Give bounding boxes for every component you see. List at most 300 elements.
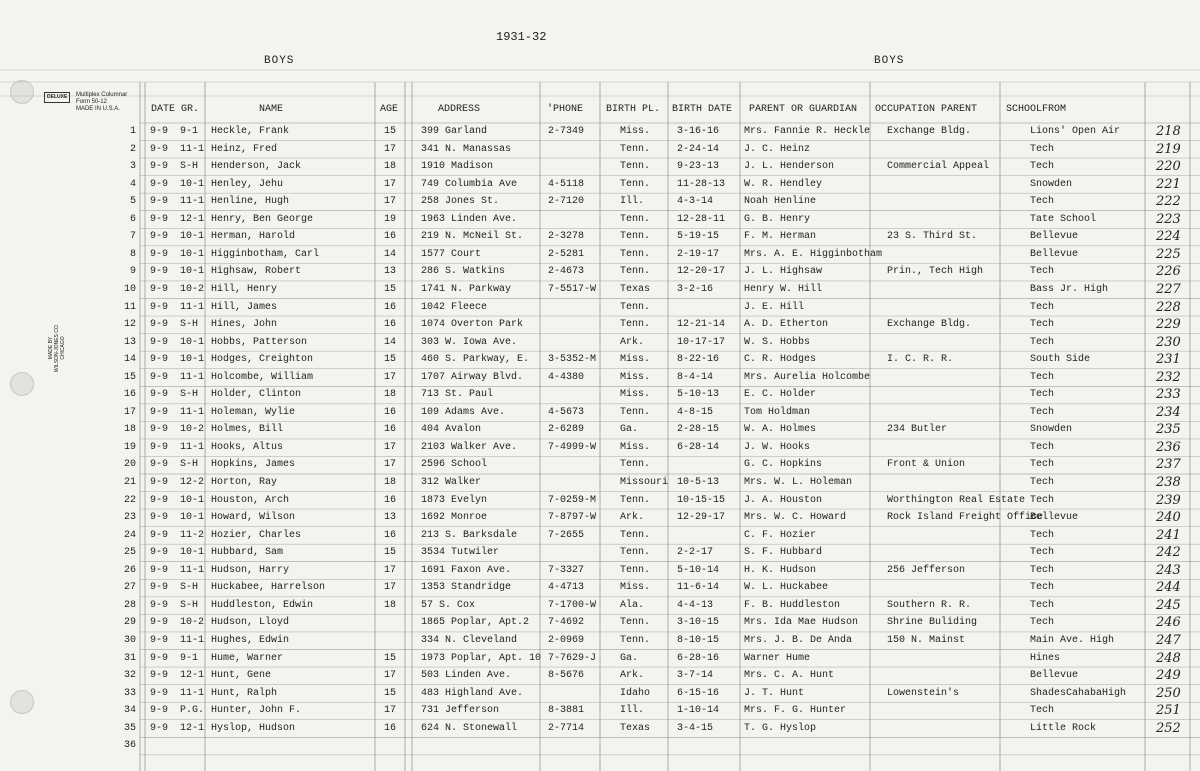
student-name: Henderson, Jack [211,161,302,173]
register-number: 219 [1156,141,1181,157]
student-name: Hines, John [211,319,278,331]
previous-school: Bellevue [1030,512,1079,524]
entry-date: 9-9 [150,512,169,524]
table-row [0,456,1200,474]
parent-guardian: W. R. Hendley [744,178,823,190]
phone: 7-1700-W [548,599,597,611]
table-row [0,492,1200,510]
column-header-date-gr: DATE GR. [151,104,200,115]
age: 19 [384,213,397,225]
table-row [0,334,1200,352]
grade: 10-2 [180,617,205,629]
grade: 10-1 [180,336,205,348]
student-name: Henline, Hugh [211,196,290,208]
table-row [0,614,1200,632]
entry-date: 9-9 [150,687,169,699]
phone: 4-5673 [548,406,585,418]
age: 17 [384,670,397,682]
grade: 10-2 [180,283,205,295]
birth-date: 8-22-16 [677,354,720,366]
register-number: 229 [1156,317,1181,333]
birth-place: Miss. [620,582,651,594]
row-number: 35 [123,722,136,734]
birth-place: Ark. [620,336,645,348]
parent-occupation: Rock Island Freight Office [887,512,1044,524]
previous-school: Tech [1030,143,1055,155]
previous-school: Tech [1030,494,1055,506]
address: 57 S. Cox [421,599,476,611]
age: 17 [384,459,397,471]
birth-place: Missouri [620,477,669,488]
address: 2103 Walker Ave. [421,441,518,453]
previous-school: Bellevue [1030,670,1079,682]
birth-date: 10-17-17 [677,336,726,348]
entry-date: 9-9 [150,178,169,190]
birth-place: Miss. [620,441,651,453]
entry-date: 9-9 [150,266,169,278]
register-number: 239 [1156,492,1181,508]
parent-guardian: W. A. Holmes [744,424,817,436]
student-name: Heckle, Frank [211,126,290,137]
row-number: 16 [123,389,136,401]
table-row [0,316,1200,334]
grade: 11-1 [180,441,205,453]
parent-guardian: W. S. Hobbs [744,336,811,348]
phone: 7-5517-W [548,283,597,295]
table-row [0,158,1200,176]
grade: 12-2 [180,477,205,488]
address: 258 Jones St. [421,196,500,208]
row-number: 13 [123,336,136,348]
column-header-birth-date: BIRTH DATE [672,104,733,115]
birth-place: Tenn. [620,178,651,190]
birth-date: 2-19-17 [677,248,720,260]
maker-line: CHICAGO [60,336,66,360]
parent-guardian: Mrs. W. L. Holeman [744,477,853,488]
age: 16 [384,722,397,734]
parent-guardian: C. R. Hodges [744,354,817,366]
grade: 11-1 [180,406,205,418]
table-row [0,597,1200,615]
entry-date: 9-9 [150,231,169,243]
left-page-title: BOYS [264,55,295,67]
address: 109 Adams Ave. [421,406,506,418]
parent-occupation: 256 Jefferson [887,564,966,576]
parent-guardian: Mrs. A. E. Higginbotham [744,248,883,260]
age: 16 [384,529,397,541]
address: 341 N. Manassas [421,143,512,155]
register-number: 248 [1156,650,1181,666]
phone: 2-7120 [548,196,585,208]
address: 460 S. Parkway, E. [421,354,530,366]
address: 1074 Overton Park [421,319,524,331]
phone: 3-5352-M [548,354,597,366]
age: 17 [384,441,397,453]
register-number: 240 [1156,510,1181,526]
row-number: 22 [123,494,136,506]
table-row [0,474,1200,492]
entry-date: 9-9 [150,670,169,682]
table-row [0,632,1200,650]
grade: 12-1 [180,213,205,225]
parent-guardian: Mrs. F. G. Hunter [744,705,847,717]
column-header-birth-place: BIRTH PL. [606,104,661,115]
register-number: 230 [1156,334,1181,350]
student-name: Hill, Henry [211,283,278,295]
phone: 2-3278 [548,231,585,243]
address: 213 S. Barksdale [421,529,518,541]
age: 14 [384,248,397,260]
parent-guardian: F. B. Huddleston [744,599,841,611]
row-number: 23 [123,512,136,524]
address: 1577 Court [421,248,482,260]
parent-occupation: Commercial Appeal [887,161,990,173]
previous-school: Snowden [1030,424,1073,436]
row-number: 29 [123,617,136,629]
address: 483 Highland Ave. [421,687,524,699]
birth-place: Ga. [620,424,639,436]
parent-occupation: Prin., Tech High [887,266,984,278]
register-number: 246 [1156,615,1181,631]
grade: P.G. [180,705,205,717]
maker-line: MADE BY [48,336,54,360]
phone: 8-3881 [548,705,585,717]
birth-date: 6-28-16 [677,652,720,664]
row-number: 2 [129,143,136,155]
address: 731 Jefferson [421,705,500,717]
previous-school: Tech [1030,617,1055,629]
register-number: 222 [1156,194,1181,210]
birth-date: 3-4-15 [677,722,714,734]
register-number: 233 [1156,387,1181,403]
column-header-parent: PARENT OR GUARDIAN [749,104,858,115]
row-number: 19 [123,441,136,453]
phone: 4-5118 [548,178,585,190]
birth-place: Ark. [620,670,645,682]
birth-place: Tenn. [620,494,651,506]
entry-date: 9-9 [150,424,169,436]
student-name: Huckabee, Harrelson [211,582,326,594]
address: 1707 Airway Blvd. [421,371,524,383]
form-label-line: Multiplex Columnar [75,92,128,98]
address: 1353 Standridge [421,582,512,594]
grade: 11-1 [180,196,205,208]
register-number: 251 [1156,703,1181,719]
phone: 7-4692 [548,617,585,629]
address: 1692 Monroe [421,512,488,524]
student-name: Hubbard, Sam [211,547,284,559]
birth-place: Tenn. [620,266,651,278]
age: 16 [384,301,397,313]
table-row [0,141,1200,159]
row-number: 31 [123,652,136,664]
previous-school: Bellevue [1030,231,1079,243]
birth-place: Tenn. [620,213,651,225]
parent-occupation: 234 Butler [887,424,948,436]
grade: S-H [180,582,199,594]
age: 15 [384,687,397,699]
birth-date: 4-3-14 [677,196,714,208]
student-name: Hobbs, Patterson [211,336,308,348]
student-name: Heinz, Fred [211,143,278,155]
birth-place: Tenn. [620,406,651,418]
student-name: Henley, Jehu [211,178,284,190]
student-name: Horton, Ray [211,477,278,488]
row-number: 27 [123,582,136,594]
birth-date: 6-28-14 [677,441,720,453]
entry-date: 9-9 [150,354,169,366]
parent-occupation: I. C. R. R. [887,354,954,366]
row-number: 6 [129,213,136,225]
grade: 10-1 [180,494,205,506]
table-row [0,228,1200,246]
entry-date: 9-9 [150,371,169,383]
parent-guardian: Warner Hume [744,652,811,664]
entry-date: 9-9 [150,196,169,208]
grade: S-H [180,319,199,331]
birth-date: 11-28-13 [677,178,726,190]
parent-occupation: 23 S. Third St. [887,231,978,243]
student-name: Hill, James [211,301,278,313]
row-number: 12 [123,319,136,331]
address: 303 W. Iowa Ave. [421,336,518,348]
address: 2596 School [421,459,488,471]
previous-school: Tate School [1030,213,1097,225]
parent-guardian: J. T. Hunt [744,687,805,699]
row-number: 36 [123,740,136,752]
parent-occupation: Worthington Real Estate [887,494,1026,506]
register-number: 236 [1156,439,1181,455]
entry-date: 9-9 [150,722,169,734]
entry-date: 9-9 [150,617,169,629]
previous-school: Little Rock [1030,722,1097,734]
birth-date: 12-20-17 [677,266,726,278]
student-name: Hozier, Charles [211,529,302,541]
address: 713 St. Paul [421,389,494,401]
row-number: 26 [123,564,136,576]
column-header-name: NAME [259,104,284,115]
birth-place: Ga. [620,652,639,664]
birth-place: Ark. [620,512,645,524]
table-row [0,263,1200,281]
grade: 11-1 [180,564,205,576]
previous-school: Tech [1030,301,1055,313]
phone: 7-7629-J [548,652,597,664]
age: 16 [384,406,397,418]
age: 14 [384,336,397,348]
entry-date: 9-9 [150,161,169,173]
grade: 11-1 [180,687,205,699]
table-row [0,579,1200,597]
grade: 10-1 [180,248,205,260]
phone: 2-4673 [548,266,585,278]
row-number: 11 [123,301,136,313]
student-name: Hudson, Lloyd [211,617,290,629]
parent-guardian: J. C. Heinz [744,143,811,155]
previous-school: Hines [1030,652,1061,664]
register-number: 225 [1156,246,1181,262]
register-number: 226 [1156,264,1181,280]
grade: 10-1 [180,354,205,366]
grade: 11-1 [180,634,205,646]
entry-date: 9-9 [150,652,169,664]
parent-guardian: Mrs. C. A. Hunt [744,670,835,682]
age: 18 [384,389,397,401]
phone: 7-8797-W [548,512,597,524]
register-number: 231 [1156,352,1181,368]
row-number: 21 [123,477,136,488]
address: 1873 Evelyn [421,494,488,506]
birth-date: 11-6-14 [677,582,720,594]
register-number: 250 [1156,685,1181,701]
parent-guardian: S. F. Hubbard [744,547,823,559]
table-row [0,685,1200,703]
phone: 2-7714 [548,722,585,734]
parent-guardian: Mrs. Fannie R. Heckle [744,126,871,137]
table-row [0,667,1200,685]
birth-date: 5-10-14 [677,564,720,576]
birth-date: 1-10-14 [677,705,720,717]
previous-school: Tech [1030,161,1055,173]
entry-date: 9-9 [150,494,169,506]
table-row [0,351,1200,369]
address: 219 N. McNeil St. [421,231,524,243]
register-number: 234 [1156,404,1181,420]
birth-date: 12-28-11 [677,213,726,225]
student-name: Henry, Ben George [211,213,314,225]
register-number: 242 [1156,545,1181,561]
grade: 9-1 [180,126,199,137]
previous-school: Tech [1030,582,1055,594]
address: 749 Columbia Ave [421,178,518,190]
register-number: 224 [1156,229,1181,245]
register-number: 221 [1156,176,1181,192]
parent-occupation: Shrine Buliding [887,617,978,629]
row-number: 25 [123,547,136,559]
form-label [44,92,127,113]
grade: 11-1 [180,143,205,155]
phone: 2-7349 [548,126,585,137]
birth-date: 3-16-16 [677,126,720,137]
table-row [0,421,1200,439]
previous-school: Tech [1030,406,1055,418]
table-row [0,562,1200,580]
row-number: 20 [123,459,136,471]
row-number: 28 [123,599,136,611]
age: 17 [384,564,397,576]
form-label-line: Form 50-12 [75,99,107,105]
maker-line: WILSON-JONES CO. [54,323,60,373]
birth-date: 10-5-13 [677,477,720,488]
age: 17 [384,196,397,208]
birth-place: Tenn. [620,617,651,629]
phone: 8-5676 [548,670,585,682]
student-name: Holcombe, William [211,371,314,383]
parent-occupation: Exchange Bldg. [887,126,972,137]
row-number: 10 [123,283,136,295]
birth-place: Tenn. [620,634,651,646]
register-number: 218 [1156,124,1181,139]
parent-occupation: Exchange Bldg. [887,319,972,331]
parent-guardian: J. L. Henderson [744,161,835,173]
column-header-occupation: OCCUPATION PARENT [875,104,978,115]
entry-date: 9-9 [150,459,169,471]
previous-school: Bellevue [1030,248,1079,260]
row-number: 8 [129,248,136,260]
birth-date: 3-10-15 [677,617,720,629]
address: 503 Linden Ave. [421,670,512,682]
age: 15 [384,354,397,366]
grade: S-H [180,599,199,611]
age: 16 [384,494,397,506]
address: 312 Walker [421,477,482,488]
student-name: Hunt, Gene [211,670,272,682]
birth-date: 12-29-17 [677,512,726,524]
birth-place: Tenn. [620,564,651,576]
table-row [0,544,1200,562]
parent-guardian: Mrs. Ida Mae Hudson [744,617,859,629]
parent-guardian: Mrs. W. C. Howard [744,512,847,524]
row-number: 17 [123,406,136,418]
row-number: 33 [123,687,136,699]
age: 13 [384,512,397,524]
row-number: 3 [129,161,136,173]
entry-date: 9-9 [150,213,169,225]
age: 17 [384,143,397,155]
phone: 7-2655 [548,529,585,541]
entry-date: 9-9 [150,319,169,331]
table-row [0,211,1200,229]
column-header-age: AGE [380,104,399,115]
address: 1910 Madison [421,161,494,173]
row-number: 4 [129,178,136,190]
row-number: 1 [129,126,136,137]
student-name: Herman, Harold [211,231,296,243]
age: 17 [384,371,397,383]
address: 1691 Faxon Ave. [421,564,512,576]
age: 17 [384,705,397,717]
parent-guardian: Mrs. J. B. De Anda [744,634,853,646]
student-name: Holmes, Bill [211,424,284,436]
student-name: Holder, Clinton [211,389,302,401]
birth-place: Texas [620,722,651,734]
age: 18 [384,477,397,488]
register-number: 244 [1156,580,1181,596]
birth-place: Tenn. [620,231,651,243]
student-name: Houston, Arch [211,494,290,506]
birth-place: Ala. [620,599,645,611]
entry-date: 9-9 [150,477,169,488]
register-number: 249 [1156,668,1181,684]
birth-date: 3-2-16 [677,283,714,295]
address: 1973 Poplar, Apt. 10 [421,652,542,664]
grade: 11-1 [180,371,205,383]
table-row [0,509,1200,527]
register-number: 237 [1156,457,1181,473]
birth-date: 9-23-13 [677,161,720,173]
parent-guardian: T. G. Hyslop [744,722,817,734]
address: 3534 Tutwiler [421,547,500,559]
register-number: 238 [1156,475,1181,490]
table-row [0,404,1200,422]
table-row [0,193,1200,211]
row-number: 34 [123,705,136,717]
address: 1042 Fleece [421,301,488,313]
student-name: Hodges, Creighton [211,354,314,366]
address: 404 Avalon [421,424,482,436]
birth-date: 4-8-15 [677,406,714,418]
phone: 7-4999-W [548,441,597,453]
